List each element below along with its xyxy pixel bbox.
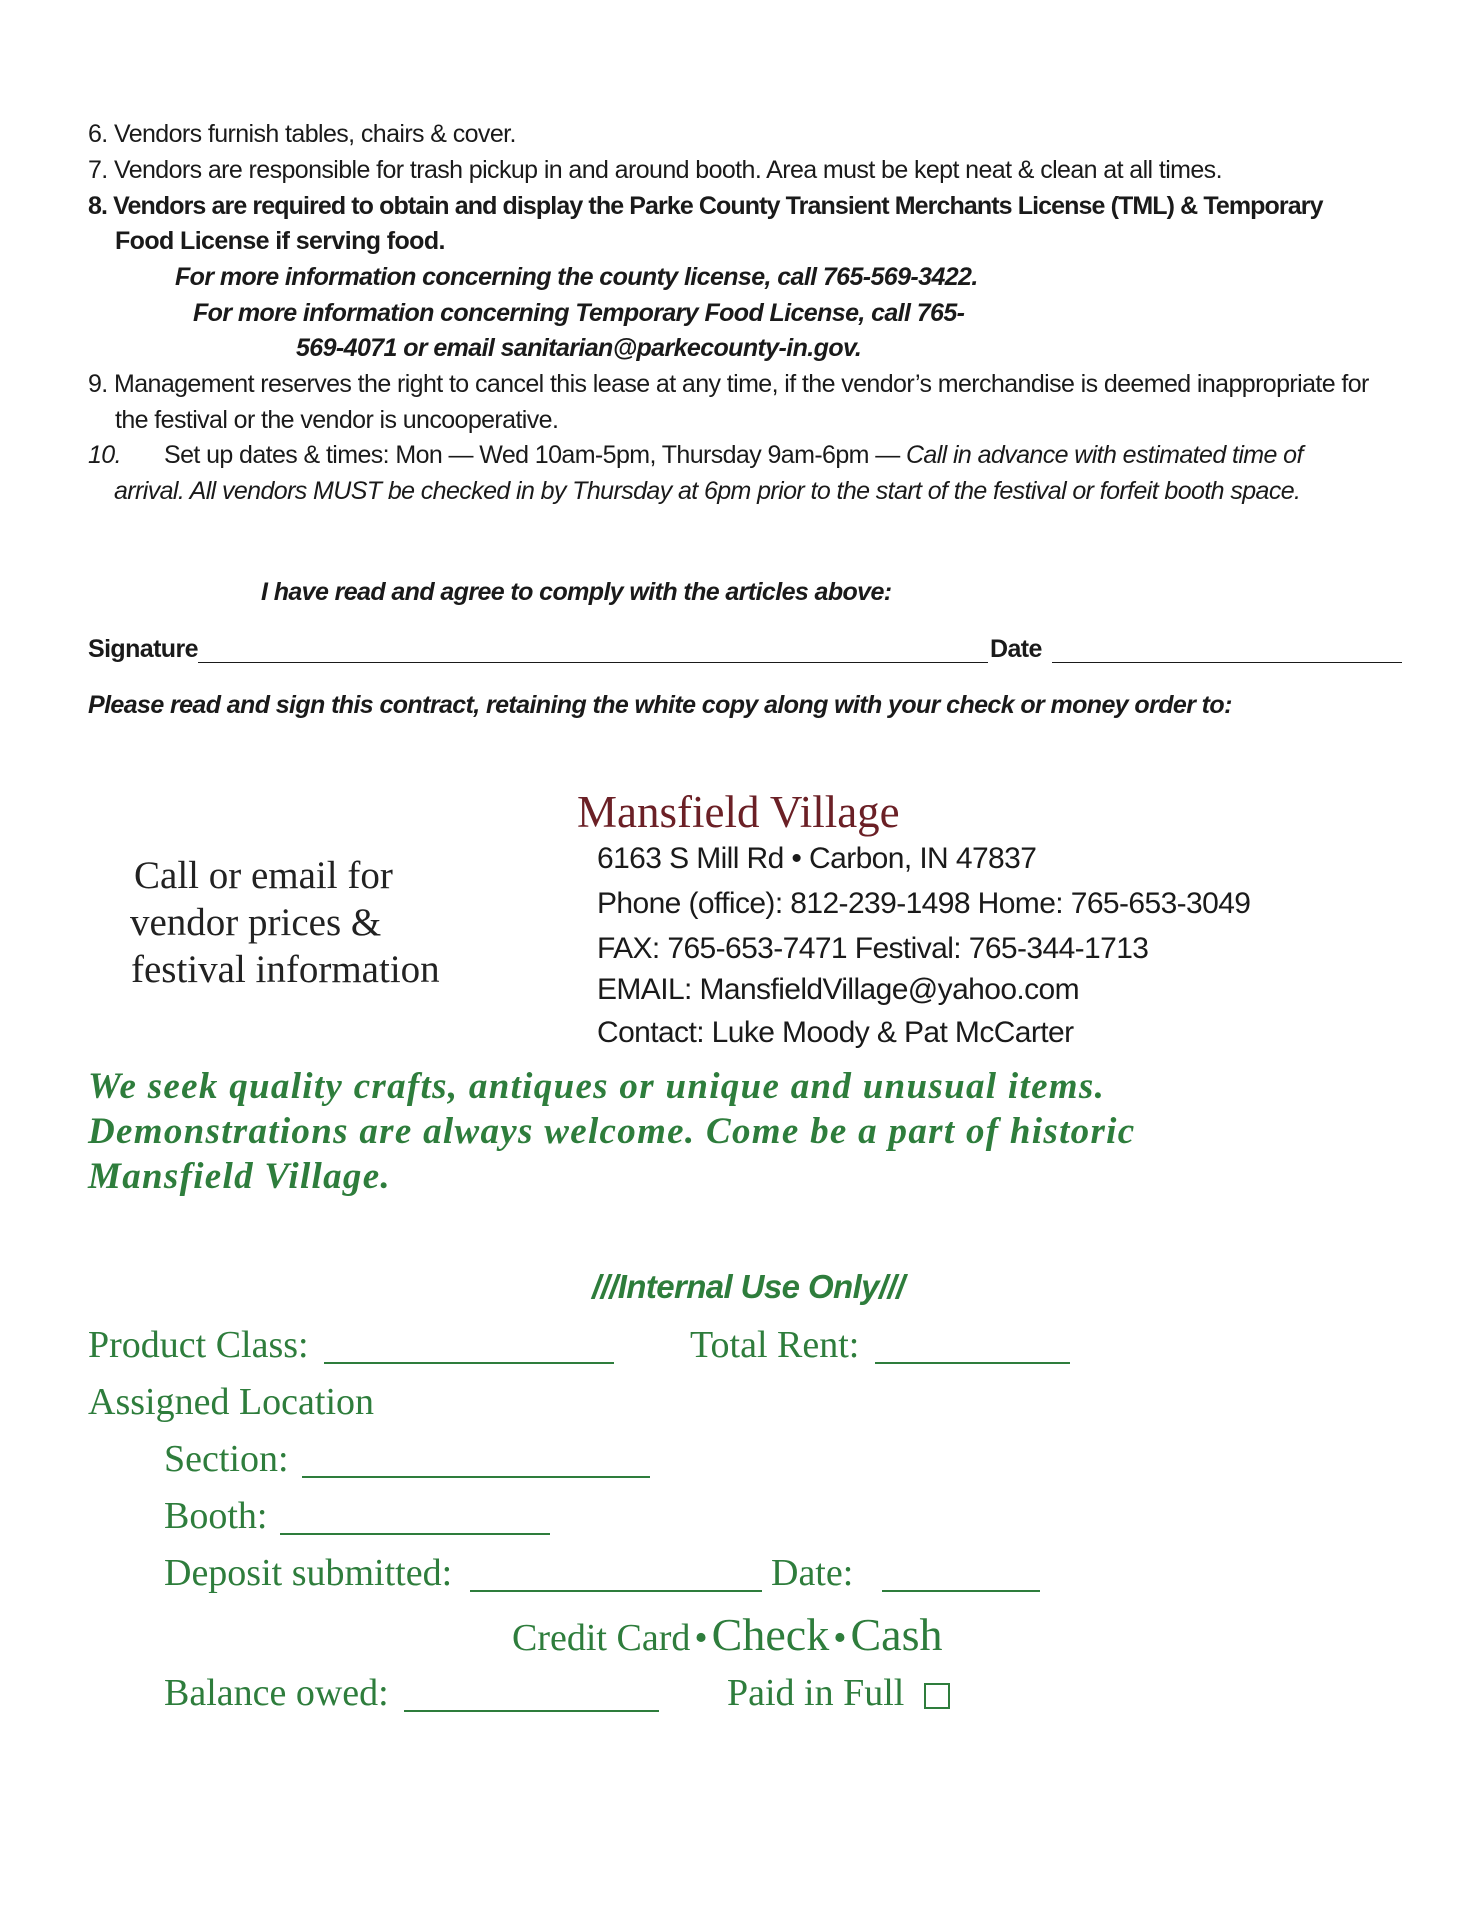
rule-8-line2: Food License if serving food. [115,227,445,255]
total-rent-line[interactable] [875,1362,1070,1364]
contact-email: EMAIL: MansfieldVillage@yahoo.com [597,973,1080,1006]
payment-bullet-2: • [833,1617,847,1659]
signature-line[interactable] [198,662,988,663]
county-license-info: For more information concerning the county license, call 765-569-3422. [175,263,978,291]
organization-name: Mansfield Village [577,787,900,837]
rule-10-text: Set up dates & times: Mon — Wed 10am-5pm, Thursday 9am-6pm — [164,441,906,469]
payment-credit-card[interactable]: Credit Card [512,1617,691,1659]
internal-use-heading: ///Internal Use Only/// [592,1268,905,1305]
product-class-label: Product Class: [88,1324,309,1366]
agreement-statement: I have read and agree to comply with the articles above: [261,578,892,606]
tagline-line3: Mansfield Village. [88,1156,391,1197]
rule-8-line1: 8. Vendors are required to obtain and display the Parke County Transient Merchants License (TML) & Temporary [88,192,1323,220]
assigned-location-label: Assigned Location [88,1381,375,1423]
section-line[interactable] [302,1476,650,1478]
food-license-info-line2: 569-4071 or email sanitarian@parkecounty-in.gov. [296,334,862,362]
deposit-line[interactable] [470,1590,762,1592]
booth-label: Booth: [164,1495,268,1537]
payment-methods [512,1608,943,1661]
tagline-line2: Demonstrations are always welcome. Come be a part of historic [88,1111,1136,1152]
total-rent-label: Total Rent: [690,1324,860,1366]
rule-10-line2: arrival. All vendors MUST be checked in by Thursday at 6pm prior to the start of the festival or forfeit booth space. [114,477,1301,505]
contract-instruction: Please read and sign this contract, retaining the white copy along with your check or money order to: [88,691,1232,719]
product-class-line[interactable] [324,1362,614,1364]
rule-10-number: 10. [88,441,121,469]
deposit-date-label: Date: [771,1552,854,1594]
paid-in-full-checkbox[interactable] [924,1683,950,1709]
rule-10-line1 [164,441,1303,470]
booth-line[interactable] [280,1533,550,1535]
rule-7: 7. Vendors are responsible for trash pickup in and around booth. Area must be kept neat & clean at all times. [88,156,1222,184]
deposit-date-line[interactable] [882,1590,1040,1592]
rule-9-line1: 9. Management reserves the right to cancel this lease at any time, if the vendor’s merchandise is deemed inappropriate for [88,370,1369,398]
contact-fax: FAX: 765-653-7471 Festival: 765-344-1713 [597,932,1149,965]
payment-cash[interactable]: Cash [850,1609,943,1660]
tagline-line1: We seek quality crafts, antiques or unique and unusual items. [88,1066,1106,1107]
date-label: Date [990,635,1042,663]
date-line[interactable] [1052,662,1402,663]
rule-10-italic: Call in advance with estimated time of [905,441,1303,469]
paid-in-full-label: Paid in Full [727,1672,905,1714]
section-label: Section: [164,1438,289,1480]
signature-label: Signature [88,635,198,663]
callout-line3: festival information [131,948,440,991]
rule-6: 6. Vendors furnish tables, chairs & cover. [88,120,516,148]
payment-check[interactable]: Check [711,1609,830,1660]
contact-address: 6163 S Mill Rd • Carbon, IN 47837 [597,842,1037,875]
payment-bullet-1: • [694,1617,708,1659]
balance-owed-line[interactable] [404,1710,659,1712]
callout-line2: vendor prices & [130,901,382,944]
deposit-label: Deposit submitted: [164,1552,453,1594]
balance-owed-label: Balance owed: [164,1672,389,1714]
food-license-info-line1: For more information concerning Temporary Food License, call 765- [193,299,965,327]
contact-phone: Phone (office): 812-239-1498 Home: 765-653-3049 [597,887,1251,920]
callout-line1: Call or email for [134,854,393,897]
contact-person: Contact: Luke Moody & Pat McCarter [597,1016,1074,1049]
rule-9-line2: the festival or the vendor is uncooperative. [115,406,559,434]
